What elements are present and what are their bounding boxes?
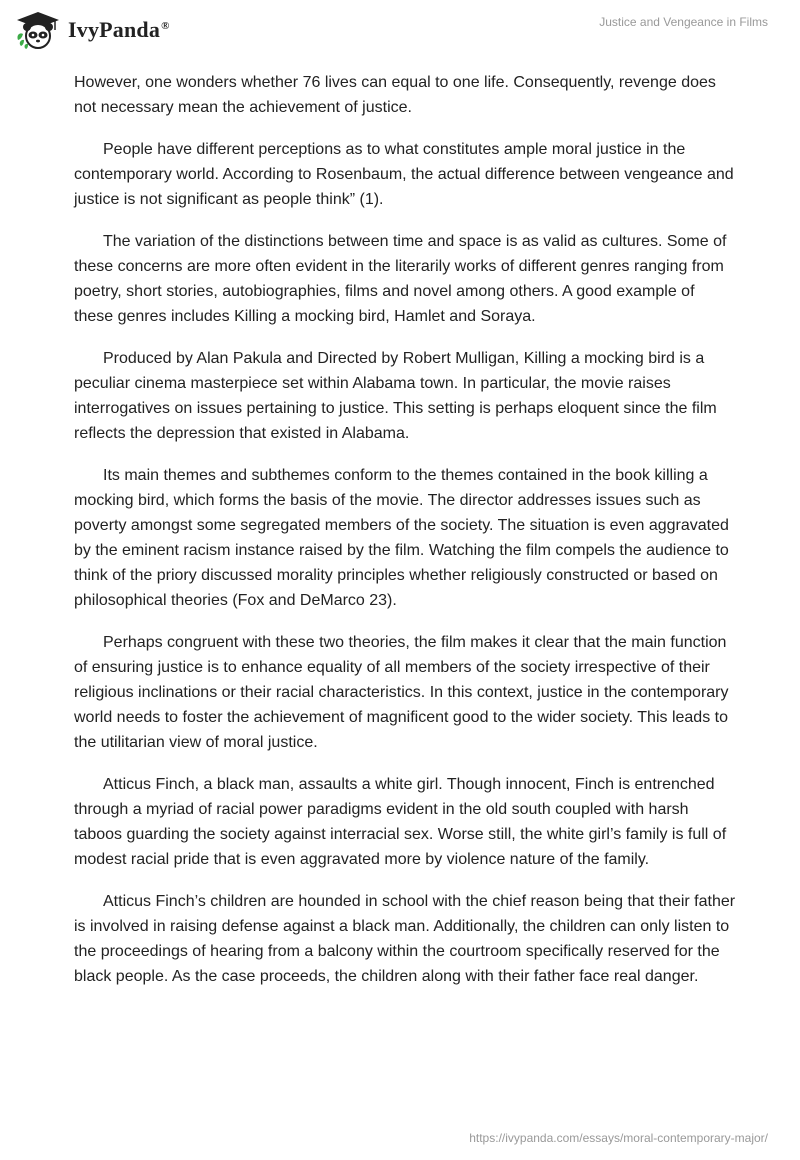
paragraph: People have different perceptions as to what constitutes ample moral justice in the contemporary world. According to Rosenbaum, the actual difference between vengeance and justice is not significant as people think” (1). [74, 141, 734, 208]
ivypanda-logo[interactable] [14, 10, 170, 50]
source-url[interactable]: https://ivypanda.com/essays/moral-contemporary-major/ [469, 1131, 768, 1145]
document-title: Justice and Vengeance in Films [599, 15, 768, 29]
page-header [0, 0, 800, 60]
brand-name [68, 17, 170, 43]
paragraph: Atticus Finch’s children are hounded in school with the chief reason being that their father is involved in raising defense against a black man. Additionally, the children can only listen to the proceedings of hearing from a balcony within the courtroom specifically reserved for the black people. As the case proceeds, the children along with their father face real danger. [74, 893, 736, 985]
paragraph: The variation of the distinctions between time and space is as valid as cultures. Some of these concerns are more often evident in the literarily works of different genres ranging from poetry, short stories, autobiographies, films and novel among others. A good example of these genres includes Killing a mocking bird, Hamlet and Soraya. [74, 233, 727, 325]
brand-text: IvyPanda [68, 17, 161, 42]
paragraph: Atticus Finch, a black man, assaults a white girl. Though innocent, Finch is entrenched through a myriad of racial power paradigms evident in the old south coupled with harsh taboos guarding the society against interracial sex. Worse still, the white girl’s family is full of modest racial pride that is even aggravated more by violence nature of the family. [74, 776, 727, 868]
paragraph: Produced by Alan Pakula and Directed by Robert Mulligan, Killing a mocking bird is a peculiar cinema masterpiece set within Alabama town. In particular, the movie raises interrogatives on issues pertaining to justice. This setting is perhaps eloquent since the film reflects the depression that existed in Alabama. [74, 350, 717, 442]
registered-mark: ® [161, 19, 170, 32]
essay-body [74, 70, 738, 1006]
panda-graduate-icon [14, 10, 62, 50]
paragraph: However, one wonders whether 76 lives can equal to one life. Consequently, revenge does not necessary mean the achievement of justice. [74, 74, 716, 116]
paragraph: Its main themes and subthemes conform to the themes contained in the book killing a mocking bird, which forms the basis of the movie. The director addresses issues such as poverty amongst some segregated members of the society. The situation is even aggravated by the eminent racism instance raised by the film. Watching the film compels the audience to think of the priory discussed morality principles whether religiously constructed or based on philosophical theories (Fox and DeMarco 23). [74, 467, 729, 609]
paragraph: Perhaps congruent with these two theories, the film makes it clear that the main function of ensuring justice is to enhance equality of all members of the society irrespective of their religious inclinations or their racial characteristics. In this context, justice in the contemporary world needs to foster the achievement of magnificent good to the wider society. This leads to the utilitarian view of moral justice. [74, 634, 729, 751]
